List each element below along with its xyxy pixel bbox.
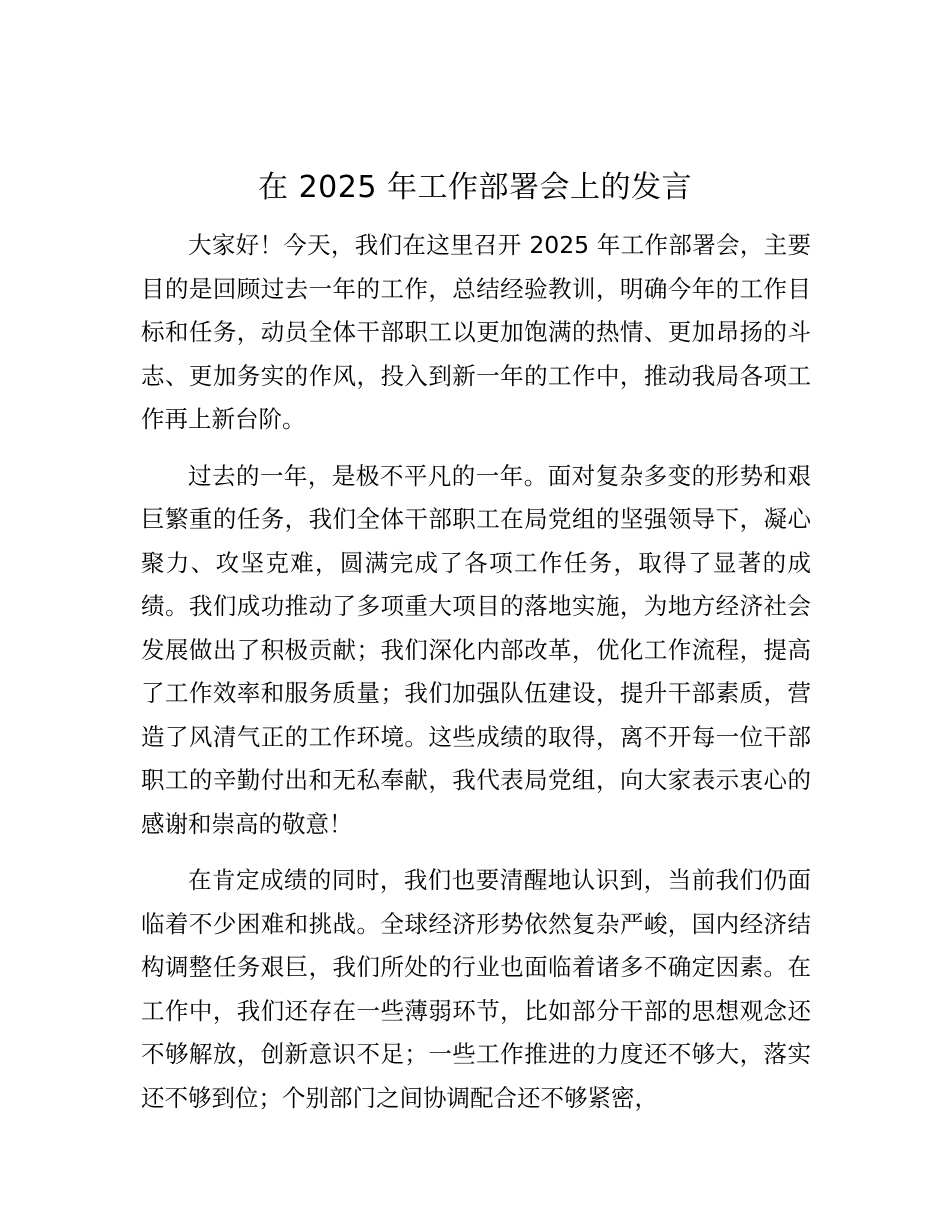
paragraph-3: 在肯定成绩的同时，我们也要清醒地认识到，当前我们仍面临着不少困难和挑战。全球经济形势依然复杂严峻，国内经济结构调整任务艰巨，我们所处的行业也面临着诸多不确定因素。在工作中，我们还存在一些薄弱环节，比如部分干部的思想观念还不够解放，创新意识不足；一些工作推进的力度还不够大，落实还不够到位；个别部门之间协调配合还不够紧密， xyxy=(141,866,811,1112)
paragraph-2: 过去的一年，是极不平凡的一年。面对复杂多变的形势和艰巨繁重的任务，我们全体干部职工在局党组的坚强领导下，凝心聚力、攻坚克难，圆满完成了各项工作任务，取得了显著的成绩。我们成功推动了多项重大项目的落地实施，为地方经济社会发展做出了积极贡献；我们深化内部改革，优化工作流程，提高了工作效率和服务质量；我们加强队伍建设，提升干部素质，营造了风清气正的工作环境。这些成绩的取得，离不开每一位干部职工的辛勤付出和无私奉献，我代表局党组，向大家表示衷心的感谢和崇高的敬意！ xyxy=(141,461,811,838)
document-body xyxy=(141,224,811,1133)
paragraph-1: 大家好！今天，我们在这里召开 2025 年工作部署会，主要目的是回顾过去一年的工作，总结经验教训，明确今年的工作目标和任务，动员全体干部职工以更加饱满的热情、更加昂扬的斗志、更加务实的作风，投入到新一年的工作中，推动我局各项工作再上新台阶。 xyxy=(141,231,811,433)
page-title: 在 2025 年工作部署会上的发言 xyxy=(258,170,692,205)
